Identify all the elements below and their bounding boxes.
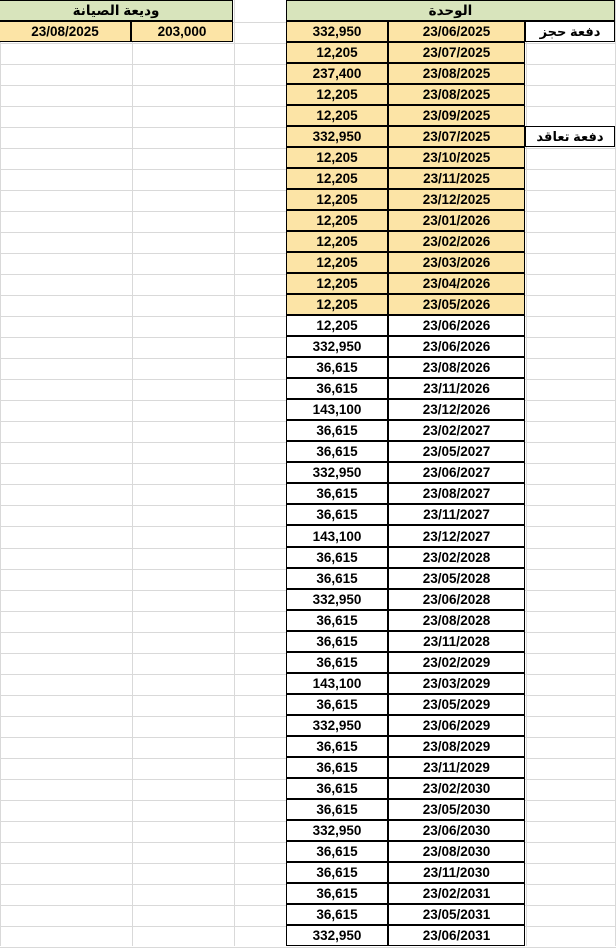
payment-date-cell[interactable]: 23/11/2026	[388, 378, 525, 399]
payment-date-cell[interactable]: 23/11/2028	[388, 631, 525, 652]
payment-date-cell[interactable]: 23/06/2030	[388, 820, 525, 841]
payment-date-cell[interactable]: 23/06/2027	[388, 462, 525, 483]
payment-amount-cell[interactable]: 143,100	[286, 399, 388, 420]
payment-date-cell[interactable]: 23/12/2026	[388, 399, 525, 420]
payment-amount-cell[interactable]: 36,615	[286, 904, 388, 925]
gridline-vertical	[234, 0, 235, 946]
payment-date-cell[interactable]: 23/08/2029	[388, 736, 525, 757]
payment-date-cell[interactable]: 23/06/2029	[388, 715, 525, 736]
payment-date-cell[interactable]: 23/08/2030	[388, 841, 525, 862]
payment-amount-cell[interactable]: 12,205	[286, 42, 388, 63]
gridline-vertical	[132, 0, 133, 946]
payment-amount-cell[interactable]: 36,615	[286, 568, 388, 589]
payment-amount-cell[interactable]: 12,205	[286, 210, 388, 231]
payment-date-cell[interactable]: 23/05/2031	[388, 904, 525, 925]
payment-date-cell[interactable]: 23/01/2026	[388, 210, 525, 231]
payment-amount-cell[interactable]: 36,615	[286, 547, 388, 568]
payment-amount-cell[interactable]: 36,615	[286, 757, 388, 778]
payment-amount-cell[interactable]: 36,615	[286, 483, 388, 504]
payment-date-cell[interactable]: 23/08/2027	[388, 483, 525, 504]
payment-date-cell[interactable]: 23/03/2029	[388, 673, 525, 694]
maintenance-amount-cell[interactable]: 203,000	[131, 21, 233, 42]
payment-date-cell[interactable]: 23/02/2029	[388, 652, 525, 673]
payment-amount-cell[interactable]: 36,615	[286, 610, 388, 631]
payment-date-cell[interactable]: 23/05/2030	[388, 799, 525, 820]
payment-date-cell[interactable]: 23/08/2026	[388, 357, 525, 378]
payment-amount-cell[interactable]: 12,205	[286, 147, 388, 168]
payment-date-cell[interactable]: 23/12/2027	[388, 525, 525, 547]
maintenance-date-cell[interactable]: 23/08/2025	[0, 21, 131, 42]
payment-amount-cell[interactable]: 12,205	[286, 294, 388, 315]
payment-date-cell[interactable]: 23/06/2026	[388, 315, 525, 336]
maintenance-header[interactable]: وديعة الصيانة	[0, 0, 233, 21]
payment-amount-cell[interactable]: 237,400	[286, 63, 388, 84]
payment-amount-cell[interactable]: 12,205	[286, 273, 388, 294]
payment-amount-cell[interactable]: 332,950	[286, 589, 388, 610]
payment-date-cell[interactable]: 23/05/2027	[388, 441, 525, 462]
payment-date-cell[interactable]: 23/06/2031	[388, 925, 525, 946]
payment-amount-cell[interactable]: 36,615	[286, 778, 388, 799]
payment-amount-cell[interactable]: 143,100	[286, 525, 388, 547]
payment-amount-cell[interactable]: 36,615	[286, 441, 388, 462]
payment-date-cell[interactable]: 23/11/2027	[388, 504, 525, 525]
payment-date-cell[interactable]: 23/05/2026	[388, 294, 525, 315]
payment-type-label[interactable]: دفعة حجز	[525, 21, 615, 42]
payment-date-cell[interactable]: 23/08/2025	[388, 63, 525, 84]
payment-amount-cell[interactable]: 36,615	[286, 841, 388, 862]
payment-date-cell[interactable]: 23/02/2030	[388, 778, 525, 799]
payment-amount-cell[interactable]: 36,615	[286, 883, 388, 904]
payment-date-cell[interactable]: 23/12/2025	[388, 189, 525, 210]
payment-amount-cell[interactable]: 36,615	[286, 378, 388, 399]
payment-amount-cell[interactable]: 12,205	[286, 252, 388, 273]
payment-amount-cell[interactable]: 36,615	[286, 652, 388, 673]
payment-date-cell[interactable]: 23/08/2028	[388, 610, 525, 631]
payment-date-cell[interactable]: 23/05/2029	[388, 694, 525, 715]
payment-date-cell[interactable]: 23/06/2026	[388, 336, 525, 357]
payment-date-cell[interactable]: 23/11/2030	[388, 862, 525, 883]
payment-amount-cell[interactable]: 143,100	[286, 673, 388, 694]
payment-amount-cell[interactable]: 332,950	[286, 715, 388, 736]
payment-amount-cell[interactable]: 36,615	[286, 631, 388, 652]
payment-amount-cell[interactable]: 36,615	[286, 420, 388, 441]
payment-amount-cell[interactable]: 332,950	[286, 820, 388, 841]
payment-amount-cell[interactable]: 36,615	[286, 799, 388, 820]
payment-date-cell[interactable]: 23/11/2029	[388, 757, 525, 778]
payment-amount-cell[interactable]: 36,615	[286, 357, 388, 378]
payment-amount-cell[interactable]: 332,950	[286, 21, 388, 42]
payment-amount-cell[interactable]: 12,205	[286, 84, 388, 105]
payment-type-label[interactable]: دفعة تعاقد	[525, 126, 615, 147]
payment-amount-cell[interactable]: 332,950	[286, 126, 388, 147]
payment-date-cell[interactable]: 23/07/2025	[388, 42, 525, 63]
payment-amount-cell[interactable]: 12,205	[286, 315, 388, 336]
payment-amount-cell[interactable]: 332,950	[286, 925, 388, 946]
payment-date-cell[interactable]: 23/02/2026	[388, 231, 525, 252]
payment-date-cell[interactable]: 23/07/2025	[388, 126, 525, 147]
payment-amount-cell[interactable]: 36,615	[286, 736, 388, 757]
payment-amount-cell[interactable]: 12,205	[286, 168, 388, 189]
payment-date-cell[interactable]: 23/08/2025	[388, 84, 525, 105]
payment-amount-cell[interactable]: 332,950	[286, 462, 388, 483]
payment-amount-cell[interactable]: 12,205	[286, 231, 388, 252]
gridline-vertical	[0, 0, 1, 946]
payment-amount-cell[interactable]: 36,615	[286, 862, 388, 883]
payment-date-cell[interactable]: 23/09/2025	[388, 105, 525, 126]
payment-amount-cell[interactable]: 12,205	[286, 189, 388, 210]
payment-date-cell[interactable]: 23/03/2026	[388, 252, 525, 273]
payment-date-cell[interactable]: 23/06/2025	[388, 21, 525, 42]
payment-amount-cell[interactable]: 12,205	[286, 105, 388, 126]
payment-date-cell[interactable]: 23/05/2028	[388, 568, 525, 589]
payment-date-cell[interactable]: 23/11/2025	[388, 168, 525, 189]
payment-date-cell[interactable]: 23/02/2028	[388, 547, 525, 568]
payment-date-cell[interactable]: 23/10/2025	[388, 147, 525, 168]
payment-date-cell[interactable]: 23/02/2027	[388, 420, 525, 441]
payment-amount-cell[interactable]: 332,950	[286, 336, 388, 357]
payment-amount-cell[interactable]: 36,615	[286, 694, 388, 715]
payment-date-cell[interactable]: 23/02/2031	[388, 883, 525, 904]
payment-amount-cell[interactable]: 36,615	[286, 504, 388, 525]
unit-header[interactable]: الوحدة	[286, 0, 615, 21]
payment-date-cell[interactable]: 23/06/2028	[388, 589, 525, 610]
payment-date-cell[interactable]: 23/04/2026	[388, 273, 525, 294]
